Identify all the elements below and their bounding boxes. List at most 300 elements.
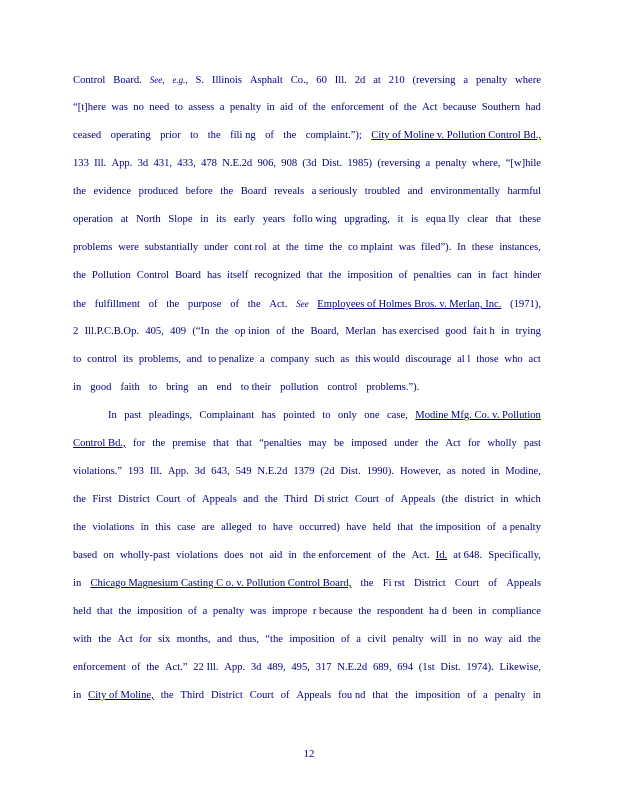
word: Likewise, [499, 662, 541, 673]
word: that [213, 438, 229, 449]
word: the [160, 690, 174, 701]
word: can [457, 270, 472, 281]
word: fulfillment [94, 299, 140, 310]
word: to [174, 102, 183, 113]
word: of [377, 550, 387, 561]
case-citation: City of Moline, [88, 690, 154, 701]
word: that [236, 438, 252, 449]
word: faith [120, 382, 140, 393]
word: Court [156, 494, 181, 505]
word: of [131, 662, 141, 673]
word: company [270, 354, 310, 365]
word: its [122, 354, 133, 365]
word: no [133, 102, 144, 113]
word: operating [110, 130, 151, 141]
case-citation: Id. [435, 550, 448, 561]
word: Slope [168, 214, 193, 225]
text-line [73, 548, 541, 564]
word: that [96, 606, 113, 617]
word: Control [73, 75, 106, 86]
word: 193 [128, 466, 144, 477]
word: the [329, 242, 343, 253]
word: these [471, 242, 494, 253]
word: may [308, 438, 327, 449]
word: (reversing [412, 75, 456, 86]
word: at [373, 75, 381, 86]
word: 133 [73, 158, 89, 169]
word: to [73, 354, 82, 365]
word: See, [149, 75, 165, 85]
word: the [283, 130, 297, 141]
word: of [186, 494, 196, 505]
word: assess [188, 102, 215, 113]
word: was [249, 606, 267, 617]
word: the [264, 494, 278, 505]
word: of [385, 494, 395, 505]
word: a [356, 634, 361, 645]
word: case, [386, 410, 408, 421]
word: First [92, 494, 112, 505]
word: premise [172, 438, 206, 449]
word: who [504, 354, 523, 365]
word: discourage [405, 354, 452, 365]
word: imprope [271, 606, 308, 617]
word: “penalties [259, 438, 302, 449]
word: “[w]hile [505, 158, 541, 169]
word: that [397, 522, 414, 533]
word: operation [73, 214, 114, 225]
word: of [276, 326, 286, 337]
word: in [266, 102, 275, 113]
word: 431, [153, 158, 173, 169]
word: under [203, 242, 229, 253]
word: fact [492, 270, 508, 281]
word: pointed [283, 410, 315, 421]
word: control [327, 382, 358, 393]
word: 3d [194, 466, 206, 477]
word: Appeals [400, 494, 436, 505]
word: substantially [144, 242, 199, 253]
word: these [519, 214, 541, 225]
word: held [73, 606, 92, 617]
word: See [296, 299, 309, 309]
word: the [360, 578, 374, 589]
word: District [118, 494, 150, 505]
word: way [484, 634, 503, 645]
word: 1379 [293, 466, 315, 477]
word: which [514, 494, 541, 505]
word: problems, [138, 354, 181, 365]
word: past [523, 438, 541, 449]
word: aid [269, 550, 283, 561]
word: 1974). [466, 662, 494, 673]
word: for [467, 438, 481, 449]
word: imposed [351, 438, 387, 449]
word: prior [160, 130, 181, 141]
word: Dist. [340, 466, 361, 477]
word: Appeals [202, 494, 237, 505]
word: good [445, 326, 467, 337]
word: in [491, 466, 500, 477]
word: violations [92, 522, 135, 533]
word: 478 [201, 158, 217, 169]
word: District [413, 578, 446, 589]
word: ha d [428, 606, 447, 617]
word: penalty [392, 634, 424, 645]
word: was [398, 242, 416, 253]
word: N.E.2d [337, 662, 368, 673]
word: the [358, 606, 372, 617]
word: 3d [250, 662, 262, 673]
word: wholly [487, 438, 517, 449]
word: a [425, 158, 431, 169]
word: of [341, 634, 350, 645]
word: the [395, 690, 409, 701]
word: Asphalt [249, 75, 283, 86]
word: Control [136, 270, 170, 281]
word: that [495, 214, 512, 225]
word: have [346, 522, 367, 533]
word: Specifically, [488, 550, 541, 561]
word: in [73, 382, 82, 393]
word: ceased [73, 130, 102, 141]
word: enforcement [73, 662, 126, 673]
word: the [328, 270, 342, 281]
word: only [338, 410, 357, 421]
word: occurred) [299, 522, 340, 533]
word: to their [240, 382, 272, 393]
word: District [211, 690, 243, 701]
word: 495, [291, 662, 310, 673]
word: Board. [113, 75, 142, 86]
word: e.g., [172, 75, 188, 85]
word: itself [227, 270, 249, 281]
word: 405, [145, 326, 164, 337]
word: control [87, 354, 118, 365]
word: upgrading, [344, 214, 390, 225]
word: years [262, 214, 286, 225]
word: Ill. [149, 466, 162, 477]
word: held [372, 522, 391, 533]
word: 433, [177, 158, 196, 169]
word: in [288, 550, 297, 561]
word: violations [176, 550, 218, 561]
word: a [219, 102, 225, 113]
text-line [73, 100, 541, 116]
word: based [73, 550, 98, 561]
word: equa lly [425, 214, 460, 225]
text-line [73, 212, 541, 228]
word: 22 Ill. [193, 662, 219, 673]
word: 1990). [366, 466, 395, 477]
word: of [398, 270, 408, 281]
text-line [108, 408, 541, 424]
word: the [152, 438, 166, 449]
word: clear [467, 214, 488, 225]
word: the [73, 494, 86, 505]
word: fait h [472, 326, 495, 337]
word: in [478, 606, 487, 617]
word: Merlan [345, 326, 376, 337]
word: time [304, 242, 324, 253]
word: 317 [315, 662, 332, 673]
word: civil [367, 634, 387, 645]
word: Appeals [296, 690, 332, 701]
word: as [446, 466, 456, 477]
word: a [483, 690, 488, 701]
word: r because [312, 606, 353, 617]
text-line [73, 576, 541, 592]
word: because [442, 102, 477, 113]
page-number: 12 [303, 748, 315, 760]
word: the [118, 606, 132, 617]
word: bring [166, 382, 189, 393]
text-line [73, 352, 541, 368]
word: complaint.”); [305, 130, 362, 141]
word: fou nd [338, 690, 366, 701]
word: follo wing [292, 214, 337, 225]
word: and [407, 186, 423, 197]
word: pleadings, [148, 410, 192, 421]
word: the [392, 550, 406, 561]
word: Act [117, 634, 133, 645]
word: the [207, 130, 221, 141]
word: Act [445, 438, 461, 449]
word: 908 [281, 158, 298, 169]
word: penalty [494, 690, 526, 701]
word: purpose [187, 299, 222, 310]
word: of [280, 690, 290, 701]
word: 409 [170, 326, 187, 337]
text-line [73, 688, 541, 704]
word: penalties [413, 270, 452, 281]
word: of [389, 102, 399, 113]
word: “the [265, 634, 283, 645]
word: Court [249, 690, 274, 701]
word: an [197, 382, 208, 393]
word: where [515, 75, 541, 86]
word: Act [422, 102, 438, 113]
word: on [103, 550, 114, 561]
word: district [464, 494, 494, 505]
word: be [333, 438, 344, 449]
word: 210 [388, 75, 405, 86]
word: penalty [435, 158, 467, 169]
word: the [73, 270, 86, 281]
word: (1971), [510, 299, 541, 310]
word: to penalize [207, 354, 255, 365]
word: (1st [418, 662, 435, 673]
word: Third [180, 690, 205, 701]
word: of [265, 130, 274, 141]
word: 906, [257, 158, 277, 169]
text-line [73, 156, 541, 172]
word: al l [457, 354, 471, 365]
word: the [220, 186, 234, 197]
word: Appeals [506, 578, 541, 589]
word: filed”). [421, 242, 452, 253]
word: has exercised [382, 326, 440, 337]
word: in [200, 214, 209, 225]
word: case [177, 522, 196, 533]
word: of [230, 299, 240, 310]
word: in [140, 522, 149, 533]
word: problems.”). [366, 382, 420, 393]
word: App. [167, 466, 189, 477]
word: the [425, 438, 439, 449]
word: are [201, 522, 215, 533]
text-line [73, 268, 541, 284]
word: aid [508, 634, 522, 645]
word: Fi rst [382, 578, 405, 589]
case-citation: Modine Mfg. Co. v. Pollution [415, 410, 541, 421]
word: one [364, 410, 380, 421]
word: Court [454, 578, 480, 589]
word: the [73, 299, 86, 310]
word: the [215, 326, 229, 337]
word: of [487, 522, 496, 533]
word: does [224, 550, 244, 561]
word: in [73, 578, 82, 589]
word: the [527, 634, 541, 645]
word: recognized [254, 270, 301, 281]
word: In [108, 410, 117, 421]
word: good [90, 382, 112, 393]
word: Act.” [164, 662, 188, 673]
word: respondent [376, 606, 424, 617]
word: the [291, 326, 305, 337]
word: the [146, 662, 160, 673]
word: Board, [310, 326, 340, 337]
word: imposition [137, 606, 183, 617]
word: In [457, 242, 466, 253]
text-line [73, 128, 541, 144]
word: (“In [192, 326, 210, 337]
word: Act. [411, 550, 430, 561]
word: the [73, 186, 86, 197]
text-line [73, 324, 541, 340]
word: in [477, 270, 487, 281]
word: Ill.P.C.B.Op. [84, 326, 140, 337]
text-line [73, 632, 541, 648]
text-line [73, 380, 541, 396]
word: had [525, 102, 541, 113]
word: alleged [221, 522, 252, 533]
word: at [272, 242, 281, 253]
word: to [322, 410, 331, 421]
text-line [73, 240, 541, 256]
word: the [166, 299, 180, 310]
text-line [73, 184, 541, 200]
text-line [73, 604, 541, 620]
word: violations.” [73, 466, 123, 477]
word: App. [111, 158, 133, 169]
word: a [202, 606, 208, 617]
word: cont rol [233, 242, 267, 253]
word: in [501, 326, 510, 337]
word: trying [515, 326, 541, 337]
word: 549 [235, 466, 252, 477]
word: troubled [364, 186, 401, 197]
word: “[t]here [73, 102, 106, 113]
word: past [124, 410, 142, 421]
case-citation: Employees of Holmes Bros. v. Merlan, Inc. [317, 299, 502, 310]
word: not [249, 550, 264, 561]
word: have [272, 522, 293, 533]
case-citation: Chicago Magnesium Casting C o. v. Pollution Control Board, [90, 578, 352, 589]
word: early [233, 214, 256, 225]
word: However, [399, 466, 441, 477]
word: before [185, 186, 213, 197]
word: of [298, 102, 308, 113]
word: (the [441, 494, 459, 505]
case-citation: City of Moline v. Pollution Control Bd., [371, 130, 541, 141]
word: (reversing [377, 158, 421, 169]
word: has [261, 410, 276, 421]
word: the enforcement [302, 550, 372, 561]
text-line [73, 660, 541, 676]
word: Dist. [440, 662, 461, 673]
word: the [312, 102, 326, 113]
word: fili ng [230, 130, 256, 141]
word: Act. [269, 299, 288, 310]
word: evidence [93, 186, 132, 197]
word: environmentally [430, 186, 500, 197]
word: a seriously [311, 186, 358, 197]
word: in [500, 494, 509, 505]
word: 2d [354, 75, 366, 86]
word: at 648. [453, 550, 483, 561]
text-line [73, 464, 541, 480]
word: noted [461, 466, 486, 477]
word: this [155, 522, 171, 533]
word: for [139, 634, 152, 645]
word: such [315, 354, 335, 365]
word: op inion [234, 326, 270, 337]
word: Board [175, 270, 201, 281]
word: 1985) [347, 158, 373, 169]
word: harmful [507, 186, 541, 197]
word: of [148, 299, 158, 310]
word: 694 [397, 662, 414, 673]
word: N.E.2d [257, 466, 288, 477]
word: 2 [73, 326, 79, 337]
word: of [467, 690, 477, 701]
word: Southern [481, 102, 521, 113]
word: in [73, 690, 82, 701]
text-line [73, 520, 541, 536]
word: the [98, 634, 112, 645]
word: instances, [499, 242, 541, 253]
word: the [247, 299, 261, 310]
word: produced [138, 186, 179, 197]
word: pollution [280, 382, 319, 393]
word: act [528, 354, 541, 365]
word: 3d [137, 158, 149, 169]
word: in [452, 634, 462, 645]
word: Board [240, 186, 267, 197]
word: and [243, 494, 259, 505]
word: 60 [316, 75, 327, 86]
word: Ill. [94, 158, 107, 169]
word: of [188, 606, 197, 617]
word: Modine, [505, 466, 541, 477]
word: of [488, 578, 498, 589]
word: for [132, 438, 146, 449]
word: to [190, 130, 199, 141]
word: 489, [267, 662, 286, 673]
word: the [73, 522, 86, 533]
